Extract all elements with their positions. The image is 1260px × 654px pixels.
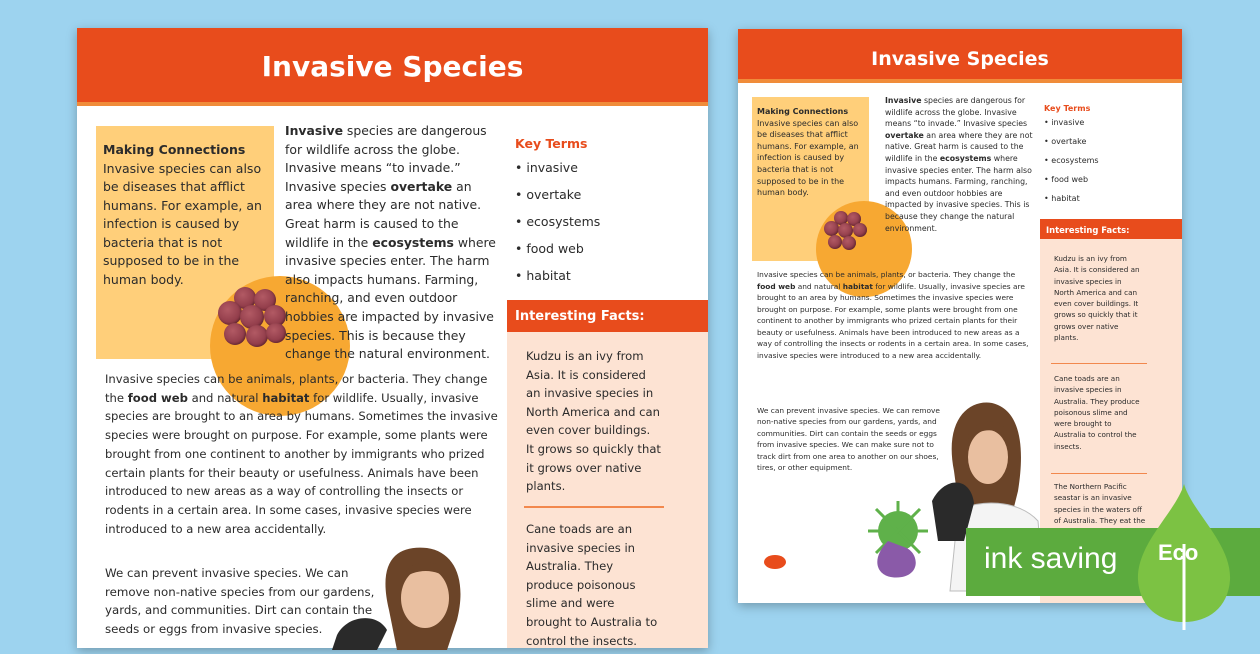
worksheet-page-1 <box>77 28 708 648</box>
fact-divider <box>1051 473 1147 474</box>
making-connections-box <box>752 97 869 261</box>
ink-saving-label: ink saving <box>984 542 1118 575</box>
body-paragraph-3: We can prevent invasive species. We can remove non-native species from our gardens, yards, and communities. Dirt can contain the seeds or eggs from invasive species. We can make sure not to track dirt from one area to another on our shoes, tires, or other equipment. <box>757 406 940 473</box>
key-term: • ecosystems <box>1044 156 1099 165</box>
page-title: Invasive Species <box>738 29 1182 83</box>
making-connections-title: Making Connections <box>757 107 849 116</box>
interesting-facts-heading: Interesting Facts: <box>507 300 708 332</box>
body-paragraph-2: Invasive species can be animals, plants, or bacteria. They change the food web and natural habitat for wildlife. Usually, invasive species are brought to an area by humans. Sometimes the invasive species were brought on purpose. For example, some plants were brought from one continent to another by immigrants who prized certain plants for their beauty or usefulness. Animals have been introduced to new areas as a way of controlling the insects or rodents in a certain area. In some cases, invasive species were introduced to a new area accidentally. <box>757 270 1029 360</box>
fact-item: Cane toads are an invasive species in Australia. They produce poisonous slime and were brought to Australia to control the insects. <box>1054 374 1140 451</box>
eco-label: Eco <box>1158 540 1199 565</box>
fact-item: Kudzu is an ivy from Asia. It is considered an invasive species in North America and can even cover buildings. It grows so quickly that it grows over native plants. <box>1054 254 1140 343</box>
scientist-illustration <box>327 540 487 650</box>
eco-leaf-icon <box>1136 484 1232 630</box>
key-term: • overtake <box>1044 137 1087 146</box>
making-connections-box <box>96 126 274 359</box>
key-term: • food web <box>1044 175 1089 184</box>
making-connections-text: Invasive species can also be diseases that afflict humans. For example, an infection is caused by bacteria that is not supposed to be in the human body. <box>103 160 262 287</box>
key-terms-heading: Key Terms <box>1044 104 1091 113</box>
key-terms-list <box>1044 104 1099 208</box>
making-connections-text: Invasive species can also be diseases that afflict humans. For example, an infection is caused by bacteria that is not supposed to be in the human body. <box>757 118 859 198</box>
fact-item: Kudzu is an ivy from Asia. It is considered an invasive species in North America and can even cover buildings. It grows so quickly that it grows over native plants. <box>526 349 661 494</box>
fact-item: The Northern Pacific seastar is an invasive species in the waters off of Australia. They eat the <box>1054 482 1146 525</box>
page-title: Invasive Species <box>77 28 708 106</box>
body-paragraph-3: We can prevent invasive species. We can remove non-native species from our gardens, yards, and communities. Dirt can contain the seeds or eggs from invasive species. <box>105 566 375 636</box>
intro-paragraph: Invasive species are dangerous for wildlife across the globe. Invasive means “to invade.” Invasive species overtake an area where they are not native. Great harm is caused to the wildlife in the ecosystems where invasive species enter. The harm also impacts humans. Farming, ranching, and even outdoor hobbies are impacted by invasive species. This is because they change the natural environment. <box>885 96 1033 233</box>
key-term: • invasive <box>1044 118 1085 127</box>
interesting-facts-heading: Interesting Facts: <box>1040 219 1182 239</box>
key-term: • invasive <box>515 160 578 175</box>
key-terms-list <box>515 136 600 289</box>
fact-divider <box>1051 363 1147 364</box>
bacteria-icon <box>214 283 294 355</box>
key-term: • habitat <box>515 268 571 283</box>
bacteria-icon <box>822 209 872 255</box>
fact-divider <box>524 506 664 508</box>
intro-paragraph: Invasive species are dangerous for wildlife across the globe. Invasive means “to invade.” Invasive species overtake an area where they are not native. Great harm is caused to the wildlife in the ecosystems where invasive species enter. The harm also impacts humans. Farming, ranching, and even outdoor hobbies are impacted by invasive species. This is because they change the natural environment. <box>285 123 496 362</box>
worksheet-page-2 <box>738 29 1182 603</box>
publisher-logo <box>764 555 786 569</box>
key-term: • habitat <box>1044 194 1080 203</box>
making-connections-title: Making Connections <box>103 142 246 157</box>
key-terms-heading: Key Terms <box>515 136 588 151</box>
fact-item: Cane toads are an invasive species in Australia. They produce poisonous slime and were brought to Australia to control the insects. <box>526 522 658 648</box>
key-term: • food web <box>515 241 584 256</box>
body-paragraph-2: Invasive species can be animals, plants, or bacteria. They change the food web and natural habitat for wildlife. Usually, invasive species are brought to an area by humans. Sometimes the invasive species were brought on purpose. For example, some plants were brought from one continent to another by immigrants who prized certain plants for their beauty or usefulness. Animals have been introduced to new areas as a way of controlling the insects or rodents in a certain area. In some cases, invasive species were introduced to a new area accidentally. <box>105 372 498 536</box>
key-term: • overtake <box>515 187 582 202</box>
key-term: • ecosystems <box>515 214 601 229</box>
